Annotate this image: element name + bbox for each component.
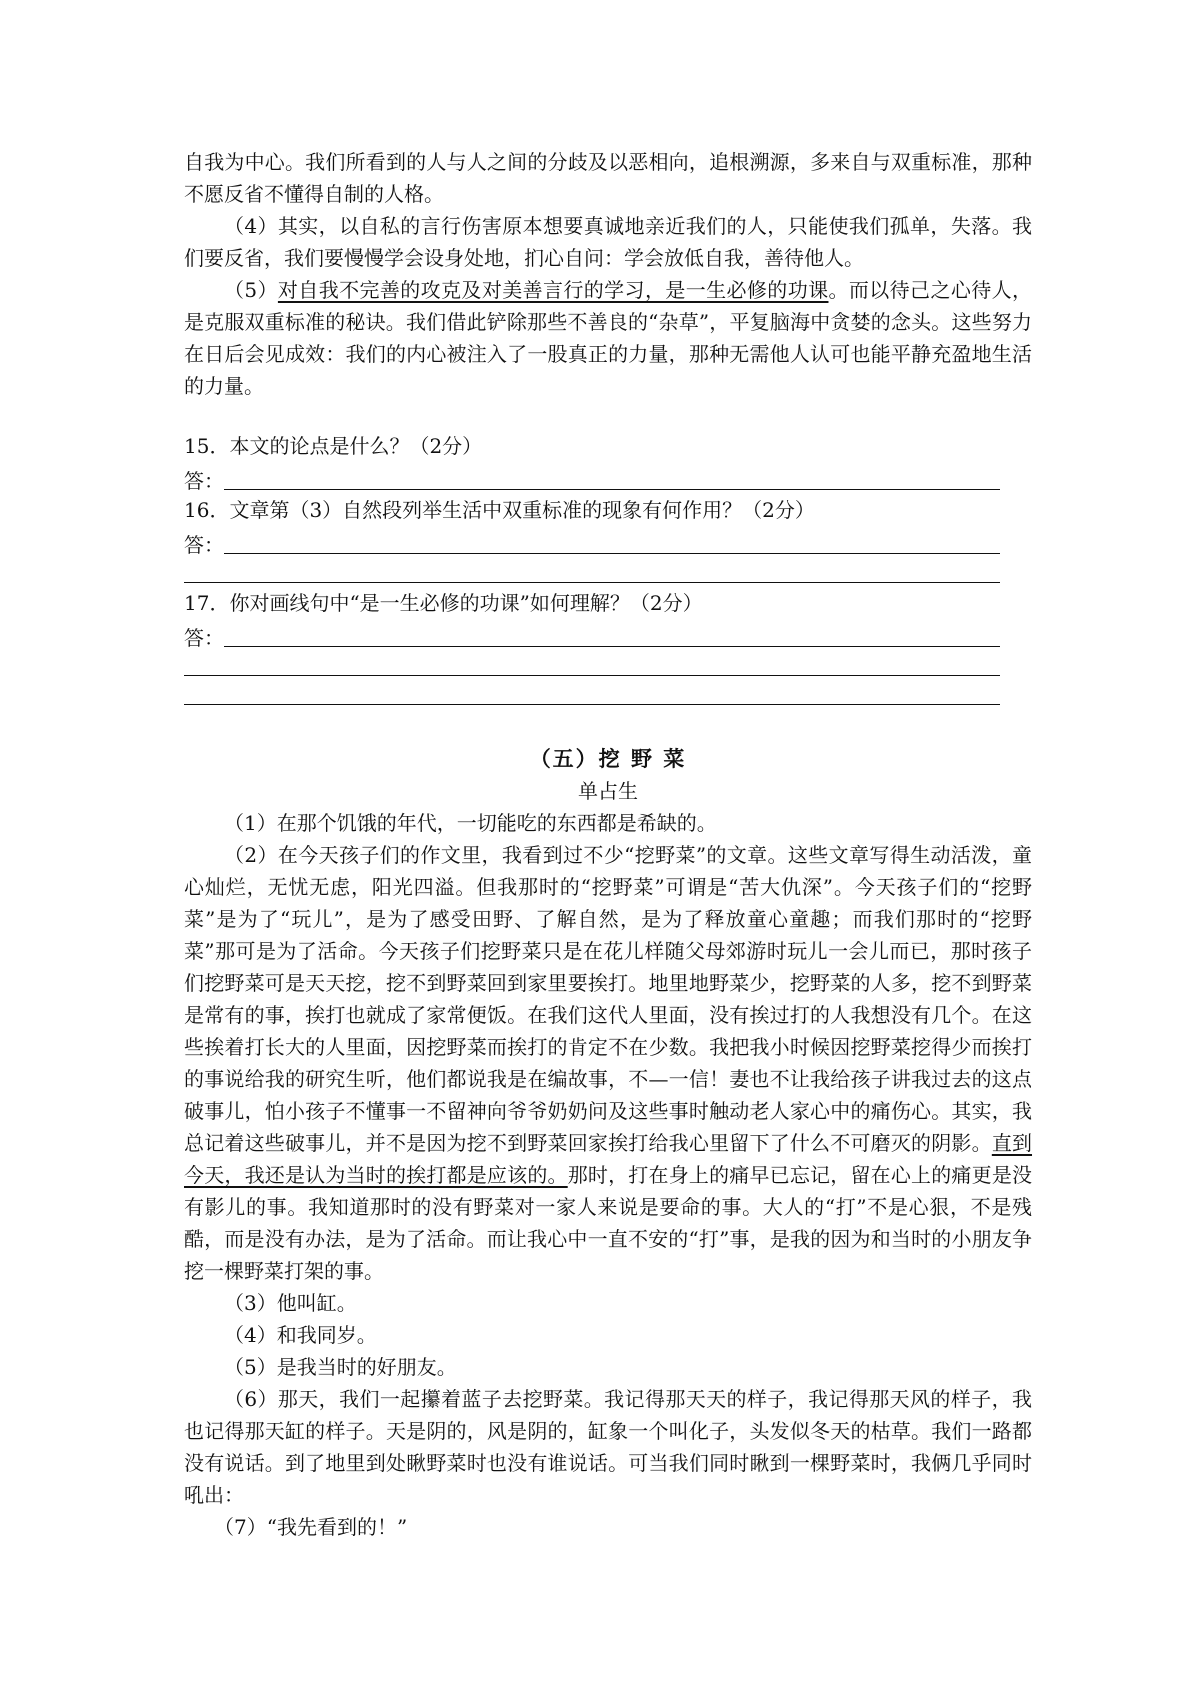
- question-17: 17．你对画线句中“是一生必修的功课”如何理解？（2分）: [184, 591, 703, 615]
- answer-17-line-1[interactable]: [224, 626, 1000, 647]
- paragraph2-tail: 那时，打在身上的痛早已忘记，留在心上的痛更是没有影儿的事。我知道那时的没有野菜对一家人来说是要命的事。大人的“打”不是心狠，不是残酷，而是没有办法，是为了活命。而让我心中一直不安的“打”事，是我的因为和当时的小朋友争挖一棵野菜打架的事。: [184, 1163, 1033, 1283]
- passage5-paragraph2: [184, 839, 1032, 1287]
- answer-17-line-3[interactable]: [184, 680, 1000, 705]
- answer-16-line-1[interactable]: [224, 533, 1000, 554]
- passage4-paragraph4: （4）其实，以自私的言行伤害原本想要真诚地亲近我们的人，只能使我们孤单，失落。我们要反省，我们要慢慢学会设身处地，扪心自问：学会放低自我，善待他人。: [184, 214, 1032, 270]
- answer-15-row: [184, 462, 1032, 494]
- passage5-paragraph4: （4）和我同岁。: [224, 1323, 377, 1347]
- answer-15-line[interactable]: [224, 469, 1000, 490]
- passage5-title: （五）挖 野 菜: [529, 746, 687, 771]
- answer-17-row: [184, 619, 1032, 651]
- underlined-sentence: 对自我不完善的攻克及对美善言行的学习，是一生必修的功课: [277, 278, 829, 302]
- passage5-paragraph7: （7）“我先看到的！”: [214, 1515, 408, 1539]
- passage5-paragraph3: （3）他叫缸。: [224, 1291, 357, 1315]
- passage4-paragraph3-tail: 自我为中心。我们所看到的人与人之间的分歧及以恶相向，追根溯源，多来自与双重标准，那种不愿反省不懂得自制的人格。: [184, 150, 1032, 206]
- document-page: [184, 146, 1032, 1543]
- question-15: 15．本文的论点是什么？（2分）: [184, 434, 483, 458]
- answer-16-line-2[interactable]: [184, 558, 1000, 583]
- passage4-paragraph5: [184, 274, 1032, 402]
- passage5-author: 单占生: [578, 779, 638, 803]
- paragraph2-head: （2）在今天孩子们的作文里，我看到过不少“挖野菜”的文章。这些文章写得生动活泼，童心灿烂，无忧无虑，阳光四溢。但我那时的“挖野菜”可谓是“苦大仇深”。今天孩子们的“挖野菜”是为了“玩儿”，是为了感受田野、了解自然，是为了释放童心童趣；而我们那时的“挖野菜”那可是为了活命。今天孩子们挖野菜只是在花儿样随父母郊游时玩儿一会儿而已，那时孩子们挖野菜可是天天挖，挖不到野菜回到家里要挨打。地里地野菜少，挖野菜的人多，挖不到野菜是常有的事，挨打也就成了家常便饭。在我们这代人里面，没有挨过打的人我想没有几个。在这些挨着打长大的人里面，因挖野菜而挨打的肯定不在少数。我把我小时候因挖野菜挖得少而挨打的事说给我的研究生听，他们都说我是在编故事，不—一信！妻也不让我给孩子讲我过去的这点破事儿，怕小孩子不懂事一不留神向爷爷奶奶问及这些事时触动老人家心中的痛伤心。其实，我总记着这些破事儿，并不是因为挖不到野菜回家挨打给我心里留下了什么不可磨灭的阴影。: [184, 843, 1032, 1155]
- question-16: 16．文章第（3）自然段列举生活中双重标准的现象有何作用？（2分）: [184, 498, 815, 522]
- passage5-paragraph5: （5）是我当时的好朋友。: [224, 1355, 457, 1379]
- answer-16-row: [184, 526, 1032, 558]
- answer-label: 答：: [184, 626, 224, 650]
- paragraph-number: （5）: [224, 278, 278, 302]
- answer-label: 答：: [184, 469, 224, 493]
- underlined-sentence: 直到今天，我还是认为当时的挨打都是应该的。: [184, 1131, 1033, 1187]
- passage5-paragraph1: （1）在那个饥饿的年代，一切能吃的东西都是希缺的。: [224, 811, 717, 835]
- answer-17-line-2[interactable]: [184, 651, 1000, 676]
- paragraph5-rest: 。而以待己之心待人，是克服双重标准的秘诀。我们借此铲除那些不善良的“杂草”，平复脑海中贪婪的念头。这些努力在日后会见成效：我们的内心被注入了一股真正的力量，那种无需他人认可也能平静充盈地生活的力量。: [184, 278, 1033, 398]
- answer-label: 答：: [184, 533, 224, 557]
- passage5-paragraph6: （6）那天，我们一起攥着蓝子去挖野菜。我记得那天天的样子，我记得那天风的样子，我也记得那天缸的样子。天是阴的，风是阴的，缸象一个叫化子，头发似冬天的枯草。我们一路都没有说话。到了地里到处瞅野菜时也没有谁说话。可当我们同时瞅到一棵野菜时，我俩几乎同时吼出：: [184, 1387, 1032, 1507]
